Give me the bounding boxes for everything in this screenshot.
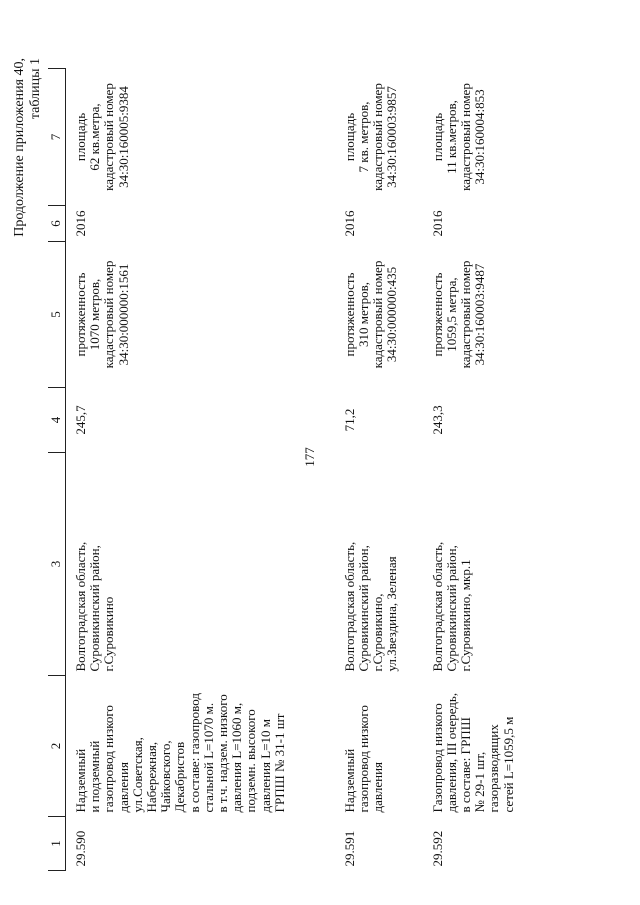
continuation-caption xyxy=(12,58,44,318)
header-col-7: 7 xyxy=(48,69,66,206)
objects-table xyxy=(48,68,520,871)
continuation-line-2: таблицы 1 xyxy=(28,58,43,120)
row-number: 29.590 xyxy=(73,830,88,867)
header-col-5: 5 xyxy=(48,242,66,388)
object-name: Надземный и подземный газопровод низкого давления ул.Советская, Набережная, Чайковского, Декабристов в составе: газопровод стальной L=1070 м. в т.ч. надзем. низкого давления L=1060 м, подземн. высокого давления L=10 м ГРПШ № 31-1 шт xyxy=(73,693,287,813)
object-address: Волгоградская область, Суровикинский район, г.Суровикино xyxy=(73,541,117,672)
object-note: площадь 62 кв.метра, кадастровый номер 34:30:160005:9384 xyxy=(73,83,131,191)
object-value: 245,7 xyxy=(73,405,88,435)
header-col-1: 1 xyxy=(48,817,66,871)
row-number: 29.592 xyxy=(429,830,445,867)
object-note: площадь 7 кв. метров, кадастровый номер 34:30:160003:9857 xyxy=(341,83,400,191)
header-col-3: 3 xyxy=(48,453,66,676)
object-name: Надземный газопровод низкого давления xyxy=(341,705,385,813)
header-row xyxy=(48,69,66,871)
row-number: 29.591 xyxy=(341,830,357,867)
object-characteristic: протяженность 1059,5 метра, кадастровый номер 34:30:160003:9487 xyxy=(429,260,488,369)
page-number: 177 xyxy=(302,447,317,467)
header-col-6: 6 xyxy=(48,206,66,242)
object-note: площадь 11 кв.метров, кадастровый номер 34:30:160004:853 xyxy=(429,83,488,191)
object-value: 243,3 xyxy=(429,405,445,435)
object-address: Волгоградская область, Суровикинский район, г.Суровикино, ул.Звездина, Зеленая xyxy=(341,541,400,672)
header-col-4: 4 xyxy=(48,388,66,453)
object-address: Волгоградская область, Суровикинский район, г.Суровикино, мкр.1 xyxy=(429,541,473,672)
table-row xyxy=(335,69,423,871)
object-characteristic: протяженность 310 метров, кадастровый номер 34:30:000000:435 xyxy=(341,260,400,369)
object-year: 2016 xyxy=(429,210,445,237)
table-row xyxy=(423,69,520,871)
object-year: 2016 xyxy=(73,210,88,237)
continuation-line-1: Продолжение приложения 40, xyxy=(12,58,27,237)
object-name: Газопровод низкого давления, III очередь, в составе: ГРПШ № 29-1 шт, газоразводящих сетей L=1059,5 м xyxy=(429,692,516,813)
table-row xyxy=(66,69,335,871)
header-col-2: 2 xyxy=(48,676,66,817)
object-characteristic: протяженность 1070 метров, кадастровый номер 34:30:000000:1561 xyxy=(73,260,131,369)
object-value: 71,2 xyxy=(341,408,357,432)
table-body xyxy=(66,69,520,871)
object-year: 2016 xyxy=(341,210,357,237)
